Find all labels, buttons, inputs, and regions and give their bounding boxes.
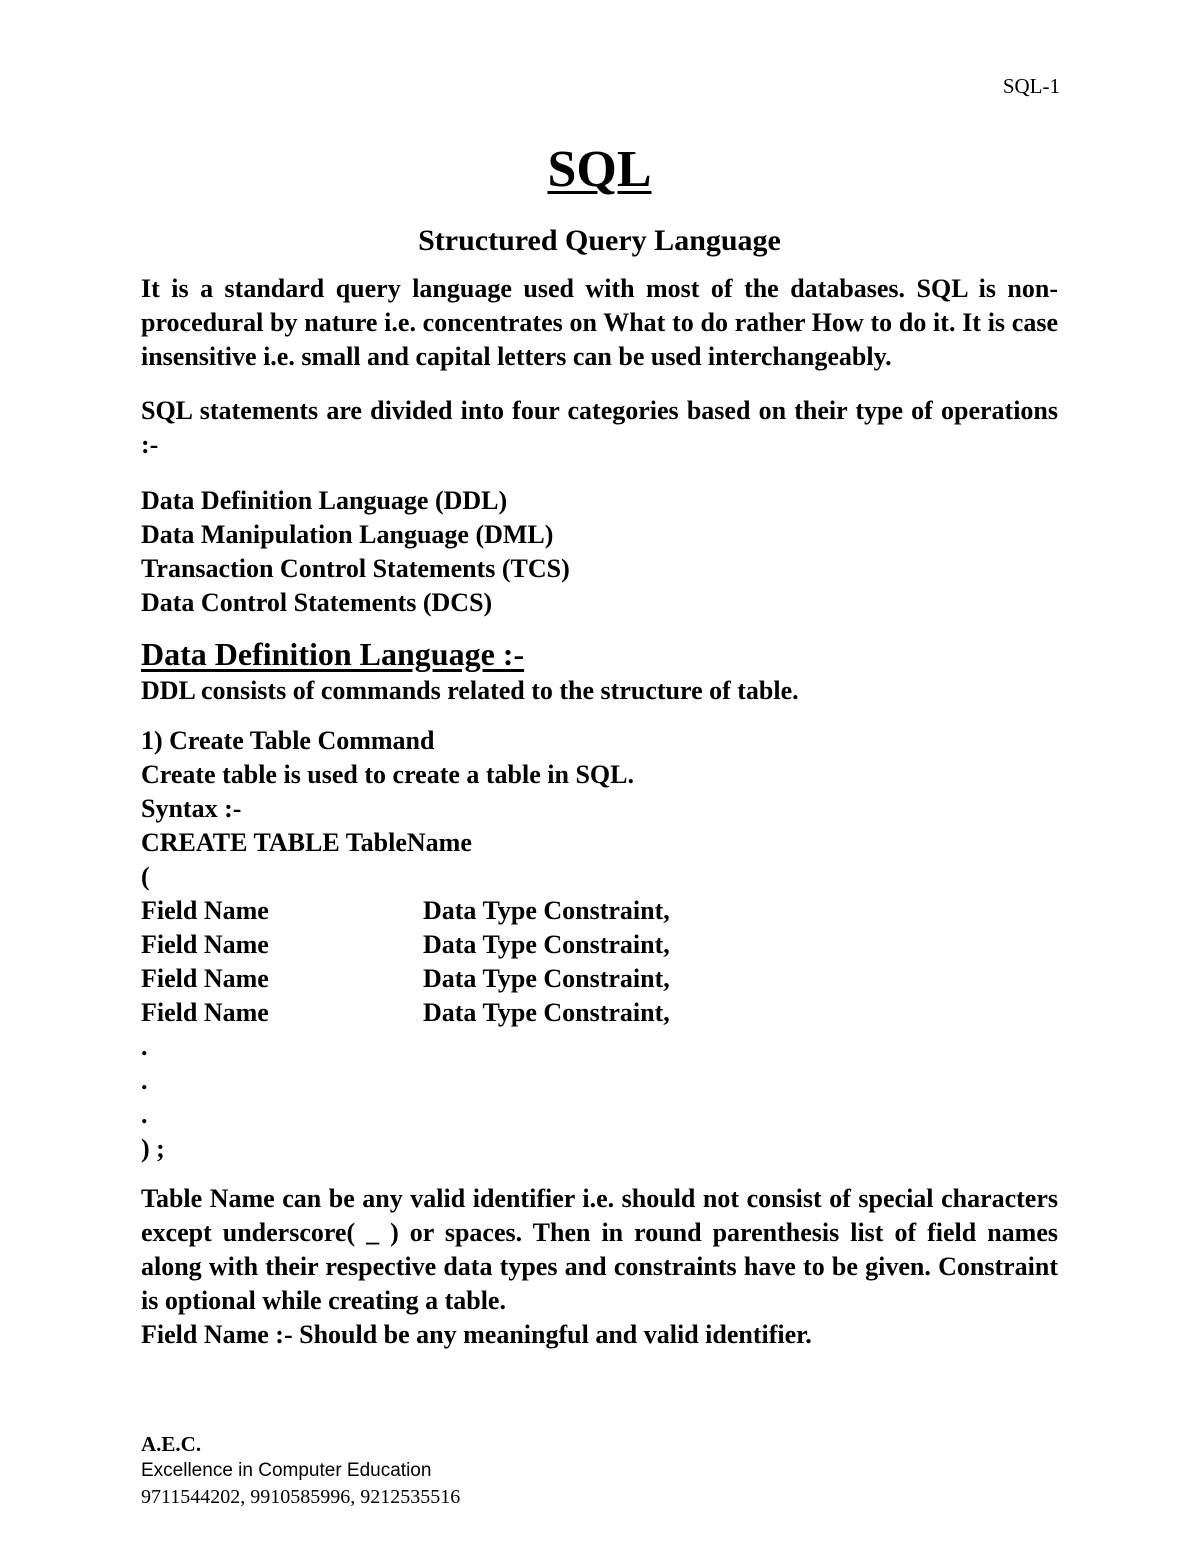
page-number: SQL-1 [1002, 74, 1060, 98]
syntax-open-paren: ( [141, 862, 150, 891]
field-type-text: Data Type Constraint, [423, 998, 670, 1027]
page-footer [141, 1430, 460, 1510]
footer-phone-numbers: 9711544202, 9910585996, 9212535516 [141, 1486, 461, 1508]
field-type-text: Data Type Constraint, [423, 896, 670, 925]
field-name-text: Field Name [141, 896, 269, 925]
footer-organization: A.E.C. [141, 1432, 202, 1456]
category-item: Data Definition Language (DDL) [141, 486, 508, 515]
footer-tagline: Excellence in Computer Education [141, 1460, 432, 1481]
field-name-text: Field Name [141, 998, 269, 1027]
syntax-field-row [141, 962, 1058, 996]
syntax-label: Syntax :- [141, 794, 242, 823]
field-type-text: Data Type Constraint, [423, 930, 670, 959]
category-list [141, 484, 1058, 620]
ddl-section-heading: Data Definition Language :- [141, 636, 525, 672]
page-subtitle: Structured Query Language [418, 224, 781, 257]
syntax-close-paren: ) ; [141, 1134, 165, 1163]
syntax-continuation-dot: . [141, 1032, 148, 1061]
page-content [141, 138, 1058, 1352]
syntax-create-line: CREATE TABLE TableName [141, 828, 472, 857]
field-name-text: Field Name [141, 964, 269, 993]
category-item: Transaction Control Statements (TCS) [141, 554, 570, 583]
syntax-field-row [141, 894, 1058, 928]
syntax-continuation-dot: . [141, 1100, 148, 1129]
syntax-field-row [141, 996, 1058, 1030]
category-item: Data Manipulation Language (DML) [141, 520, 554, 549]
page-title: SQL [547, 141, 652, 198]
ddl-description: DDL consists of commands related to the structure of table. [141, 676, 799, 705]
field-name-text: Field Name [141, 930, 269, 959]
table-name-description: Table Name can be any valid identifier i.e. should not consist of special characters except underscore( _ ) or spaces. Then in round parenthesis list of field names along with their respective data types and constraints have to be given. Constraint is optional while creating a table. [141, 1184, 1058, 1315]
field-type-text: Data Type Constraint, [423, 964, 670, 993]
field-name-description: Field Name :- Should be any meaningful and valid identifier. [141, 1320, 812, 1349]
syntax-continuation-dot: . [141, 1066, 148, 1095]
create-table-heading: 1) Create Table Command [141, 726, 435, 755]
category-item: Data Control Statements (DCS) [141, 588, 493, 617]
syntax-field-row [141, 928, 1058, 962]
intro-paragraph: It is a standard query language used with most of the databases. SQL is non-procedural by nature i.e. concentrates on What to do rather How to do it. It is case insensitive i.e. small and capital letters can be used interchangeably. [141, 274, 1058, 371]
create-table-description: Create table is used to create a table in SQL. [141, 760, 634, 789]
categories-intro-paragraph: SQL statements are divided into four categories based on their type of operations :- [141, 396, 1058, 459]
